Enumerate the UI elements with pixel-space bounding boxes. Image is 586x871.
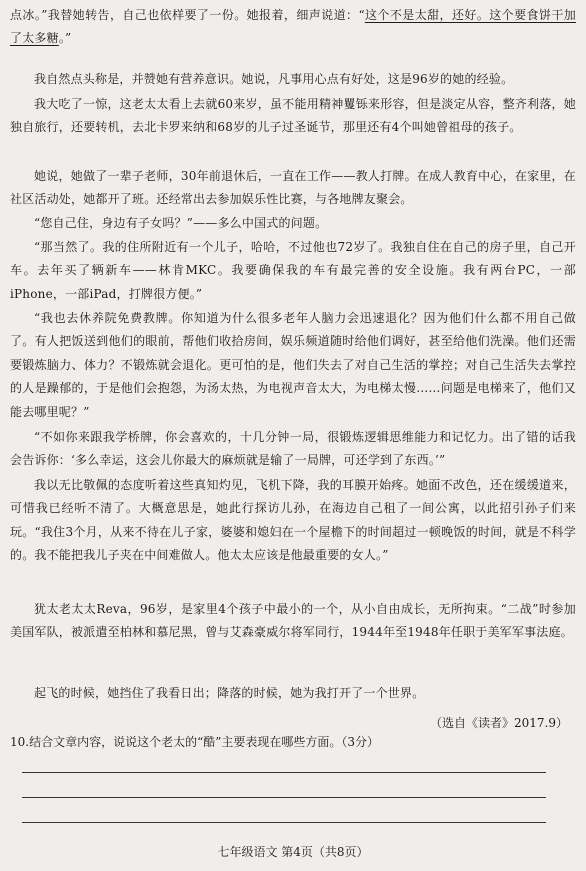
answer-line[interactable] (22, 822, 546, 823)
source-citation: （选自《读者》2017.9） (430, 716, 568, 730)
paragraph-3: 我大吃了一惊，这老太太看上去就60来岁，虽不能用精神矍铄来形容，但是淡定从容，整齐利落，她独自旅行，还要转机，去北卡罗来纳和68岁的儿子过圣诞节，那里还有4个叫她曾祖母的孩子。 (10, 97, 576, 135)
paragraph-2: 我自然点头称是，并赞她有营养意识。她说，凡事用心点有好处，这是96岁的她的经验。 (34, 72, 514, 86)
paragraph-7: “我也去休养院免费教牌。你知道为什么很多老年人脑力会迅速退化？因为他们什么都不用自己做了。有人把饭送到他们的眼前，帮他们收拾房间，娱乐频道随时给他们调好，甚至给他们洗澡。他们还需要锻炼脑力、体力？不锻炼就会退化。更可怕的是，他们失去了对自己生活的掌控；对自己生活失去掌控的人是躁郁的，于是他们会抱怨，为汤太热，为电视声音太大，为电梯太慢……问题是电梯来了，他们又能去哪里呢？” (10, 311, 576, 419)
paragraph-1 (10, 4, 576, 51)
answer-line[interactable] (22, 797, 546, 798)
paragraph-9: 我以无比敬佩的态度听着这些真知灼见，飞机下降，我的耳膜开始疼。她面不改色，还在缓缓道来，可惜我已经听不清了。大概意思是，她此行探访儿孙，在海边自己租了一间公寓，以此招引孙子们来玩。“我住3个月，从来不待在儿子家，婆婆和媳妇在一个屋檐下的时间超过一顿晚饭的时间，就是不科学的。我不能把我儿子夹在中间难做人。他太太应该是他最重要的女人。” (10, 478, 576, 563)
paragraph-11: 起飞的时候，她挡住了我看日出；降落的时候，她为我打开了一个世界。 (34, 686, 425, 700)
paragraph-1-end: 。” (58, 31, 72, 46)
paragraph-10: 犹太老太太Reva，96岁，是家里4个孩子中最小的一个，从小自由成长，无所拘束。“二战”时参加美国军队，被派遣至柏林和慕尼黑，曾与艾森豪威尔将军同行，1944年至1948年任职于美军军事法庭。 (10, 602, 576, 640)
underlined-quote: 这个不是太甜，还好。这个要食饼干加了太多糖 (10, 8, 576, 46)
paragraph-1-text: 点冰。”我替她转告，自己也依样要了一份。她报着，细声说道：“ (10, 8, 365, 22)
paragraph-5: “您自己住，身边有子女吗？”——多么中国式的问题。 (34, 216, 328, 230)
question-10: 10.结合文章内容，说说这个老太的“酷”主要表现在哪些方面。（3分） (10, 735, 379, 749)
paragraph-6: “那当然了。我的住所附近有一个儿子，哈哈，不过他也72岁了。我独自住在自己的房子里，自己开车。去年买了辆新车——林肯MKC。我要确保我的车有最完善的安全设施。我有两台PC，一部iPhone，一部iPad，打牌很方便。” (10, 240, 576, 301)
paragraph-4: 她说，她做了一辈子老师，30年前退休后，一直在工作——教人打牌。在成人教育中心，在家里，在社区活动处，她都开了班。还经常出去参加娱乐性比赛，与各地牌友聚会。 (10, 169, 576, 207)
answer-line[interactable] (22, 772, 546, 773)
page-footer: 七年级语文 第4页（共8页） (217, 845, 369, 859)
paragraph-8: “不如你来跟我学桥牌，你会喜欢的，十几分钟一局，很锻炼逻辑思维能力和记忆力。出了错的话我会告诉你：‘多么幸运，这会儿你最大的麻烦就是输了一局牌，可还学到了东西。’” (10, 430, 576, 468)
